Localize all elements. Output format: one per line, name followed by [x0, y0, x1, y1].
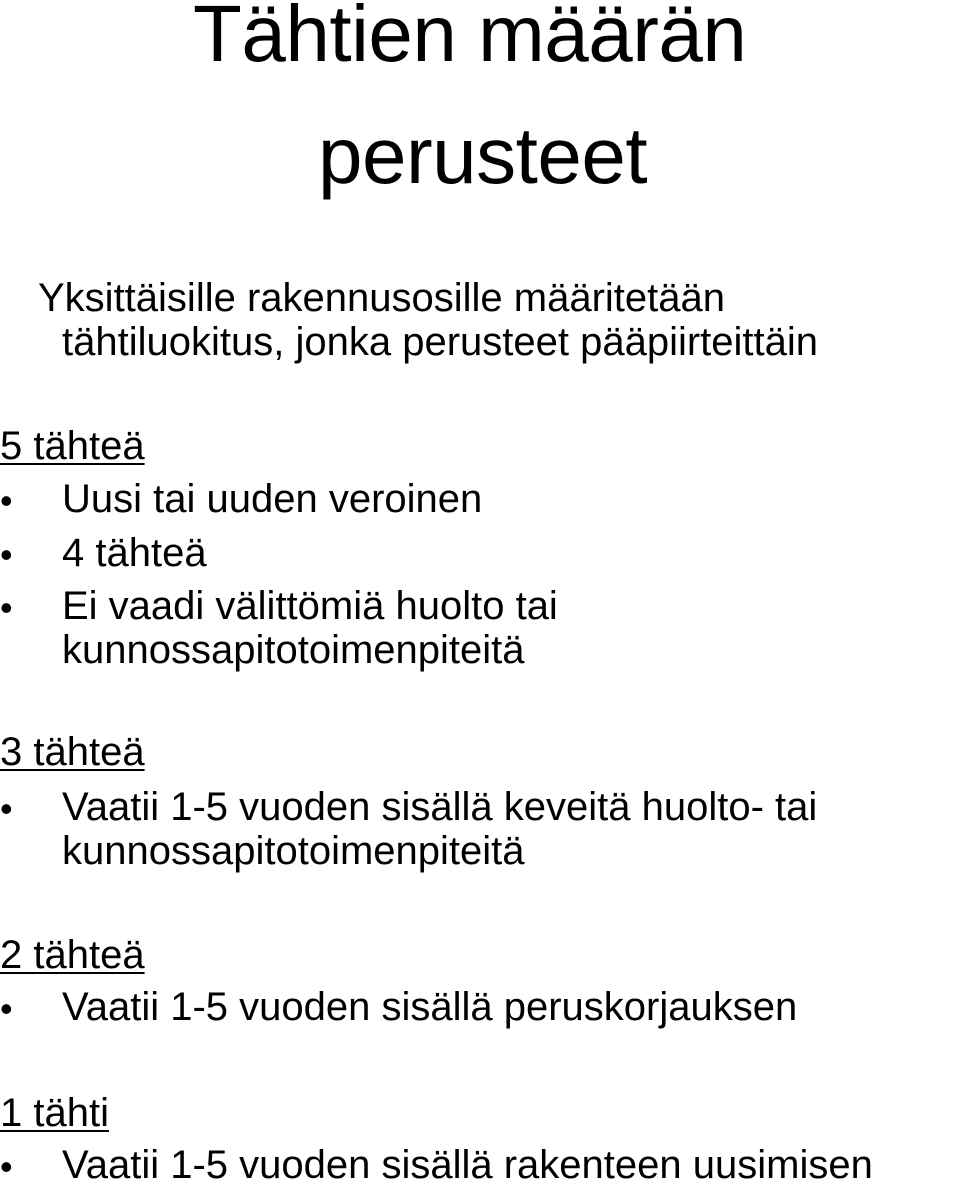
intro-text-line-2: tähtiluokitus, jonka perusteet pääpiirteittäin [62, 320, 819, 364]
section-heading-5-stars: 5 tähteä [0, 424, 145, 468]
section-heading-1-star: 1 tähti [0, 1091, 109, 1135]
list-item-line: 4 tähteä [62, 531, 207, 575]
section-heading-2-stars: 2 tähteä [0, 933, 145, 977]
bullet-icon: • [0, 534, 13, 575]
list-item-line: kunnossapitotoimenpiteitä [62, 829, 525, 873]
page-title-line-1: Tähtien määrän [193, 0, 747, 78]
bullet-icon: • [0, 1146, 13, 1187]
section-heading-3-stars: 3 tähteä [0, 730, 145, 774]
list-item-line: Ei vaadi välittömiä huolto tai [62, 584, 558, 628]
bullet-icon: • [0, 988, 13, 1029]
list-item-line: kunnossapitotoimenpiteitä [62, 628, 525, 672]
list-item-line: Vaatii 1-5 vuoden sisällä peruskorjauksen [62, 985, 798, 1029]
intro-text-line-1: Yksittäisille rakennusosille määritetään [38, 276, 725, 320]
list-item-line: Uusi tai uuden veroinen [62, 477, 483, 521]
bullet-icon: • [0, 788, 13, 829]
bullet-icon: • [0, 587, 13, 628]
list-item-line: Vaatii 1-5 vuoden sisällä rakenteen uusimisen [62, 1143, 873, 1187]
page-title-line-2: perusteet [318, 111, 648, 200]
bullet-icon: • [0, 480, 13, 521]
list-item-line: Vaatii 1-5 vuoden sisällä keveitä huolto- tai [62, 785, 818, 829]
